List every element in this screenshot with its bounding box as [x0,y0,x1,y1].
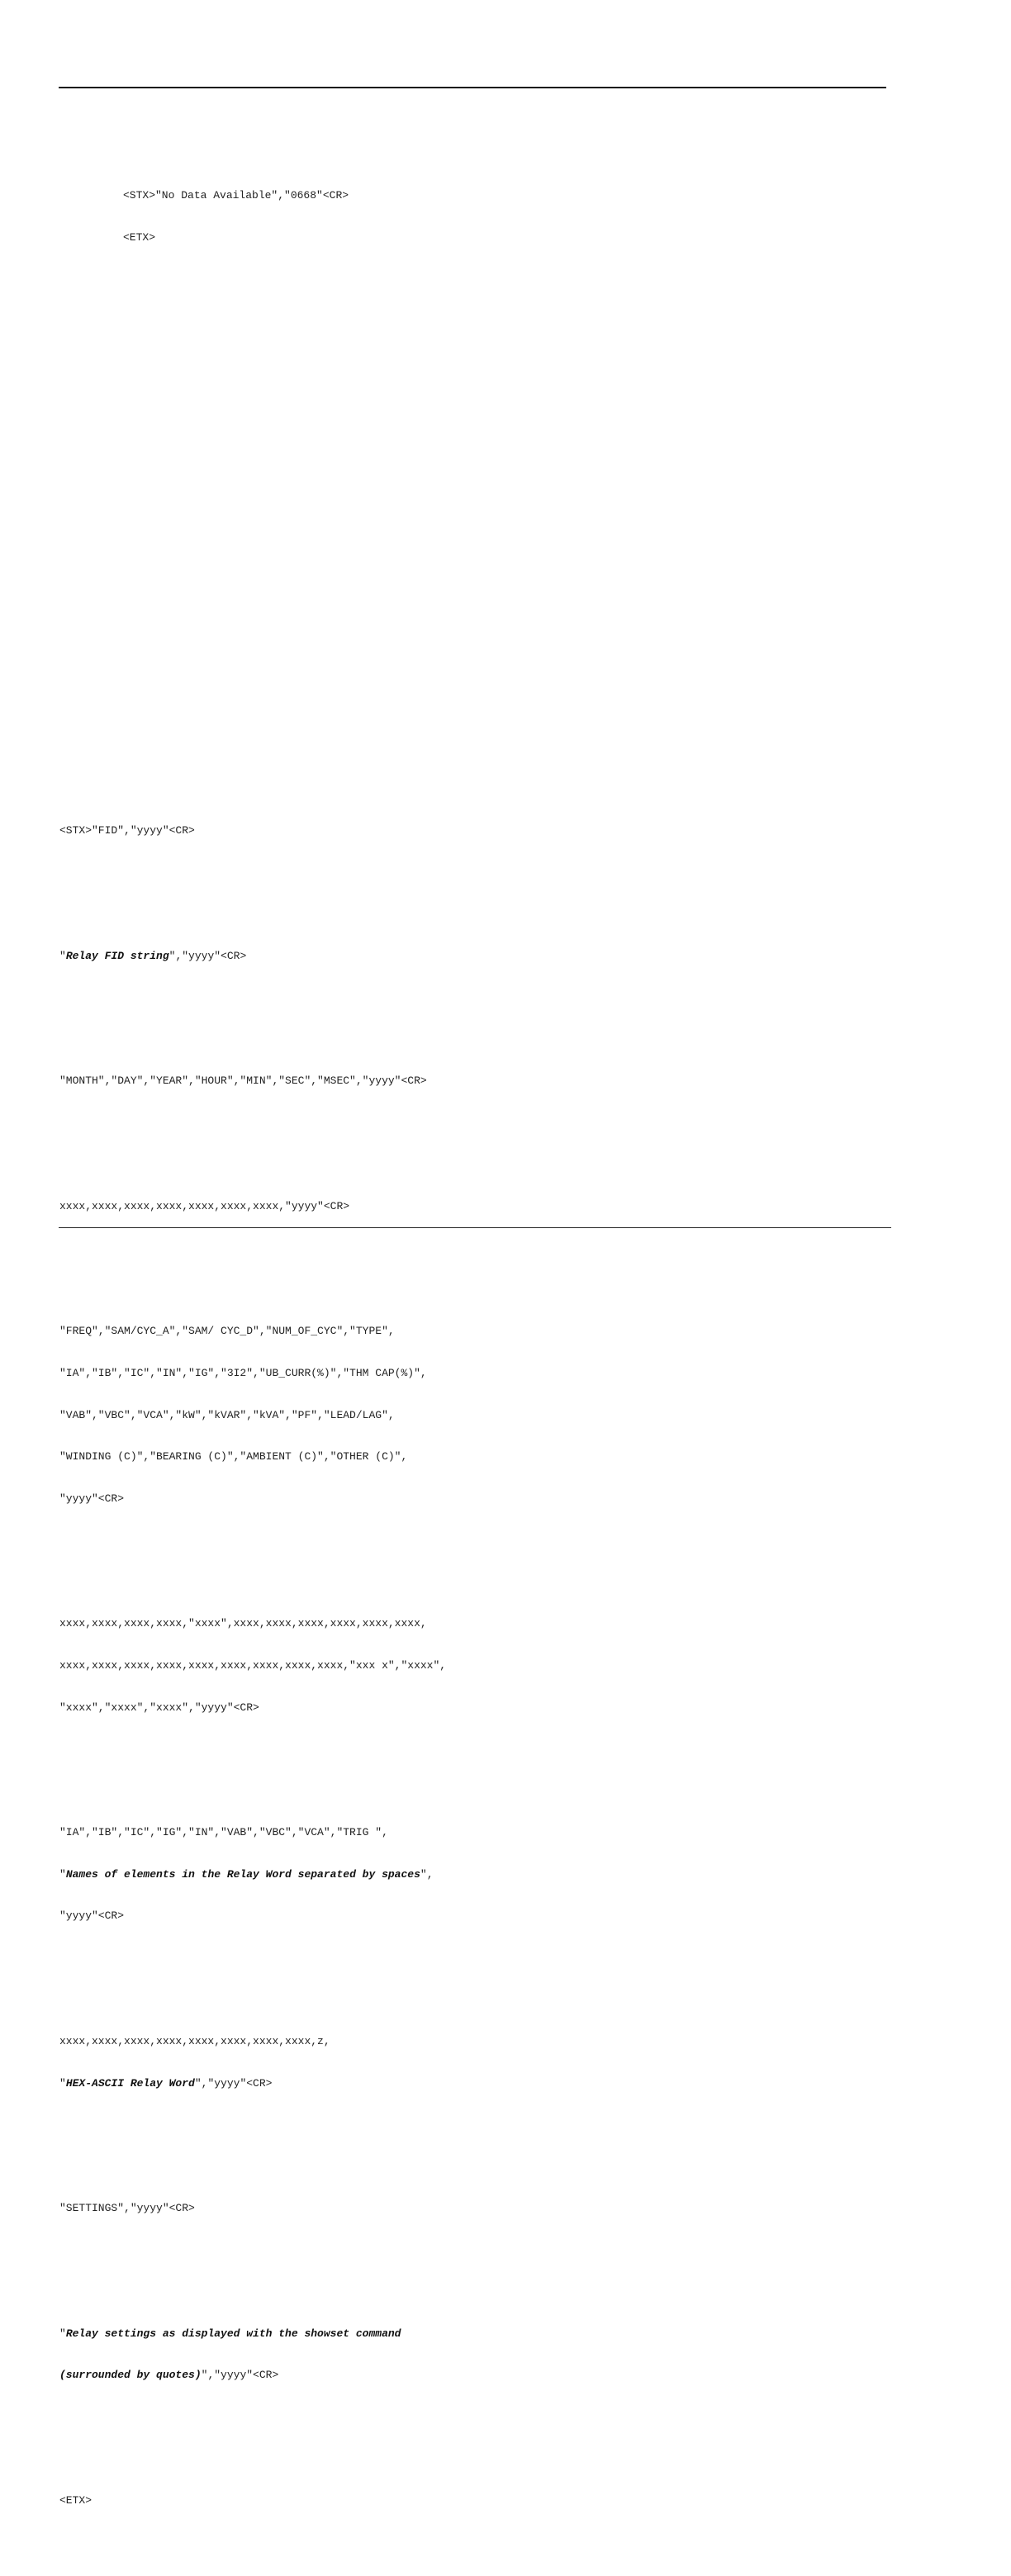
header-rule [59,87,886,88]
code-line: "VAB","VBC","VCA","kW","kVAR","kVA","PF","LEAD/LAG", [59,1408,395,1421]
code-line: "SETTINGS","yyyy"<CR> [59,2202,195,2215]
code-line: xxxx,xxxx,xxxx,xxxx,xxxx,xxxx,xxxx,xxxx,z, [59,2034,330,2047]
code-line: "FREQ","SAM/CYC_A","SAM/ CYC_D","NUM_OF_CYC","TYPE", [59,1325,395,1338]
code-line: xxxx,xxxx,xxxx,xxxx,"xxxx",xxxx,xxxx,xxxx,xxxx,xxxx,xxxx, [59,1617,427,1630]
code-text: ","yyyy"<CR> [194,2076,273,2090]
code-line: "MONTH","DAY","YEAR","HOUR","MIN","SEC","MSEC","yyyy"<CR> [59,1075,427,1088]
placeholder-text: Names of elements in the Relay Word separated by spaces [65,1867,420,1881]
format-paragraph-settings-label [59,2173,446,2243]
code-text: ","yyyy"<CR> [201,2369,279,2382]
format-paragraph-settings-values [59,2298,446,2410]
code-line [59,1867,446,1881]
placeholder-text: HEX-ASCII Relay Word [65,2076,195,2090]
format-paragraph-relay-word [59,2006,446,2118]
quote-text: " [59,2076,66,2090]
code-line: xxxx,xxxx,xxxx,xxxx,xxxx,xxxx,xxxx,xxxx,xxxx,"xxx x","xxxx", [59,1658,447,1672]
format-paragraph-stx-fid [59,795,446,866]
code-text: ", [420,1867,434,1881]
code-line: "WINDING (C)","BEARING (C)","AMBIENT (C)","OTHER (C)", [59,1450,408,1464]
code-line: "IA","IB","IC","IG","IN","VAB","VBC","VCA","TRIG ", [59,1826,388,1839]
code-line [59,2327,446,2341]
format-paragraph-analog-labels [59,1296,446,1533]
placeholder-text: Relay FID string [65,949,169,962]
code-line [59,949,446,963]
placeholder-text: (surrounded by quotes) [59,2369,202,2382]
format-paragraph-etx [59,2465,446,2536]
code-line [59,2368,446,2382]
code-line [59,2076,446,2090]
placeholder-text: Relay settings as displayed with the showset command [65,2327,401,2340]
code-line: "xxxx","xxxx","xxxx","yyyy"<CR> [59,1701,259,1714]
code-line: "yyyy"<CR> [59,1492,125,1505]
footer-rule [59,1227,891,1228]
no-data-response-block [123,160,349,259]
code-line: "yyyy"<CR> [59,1909,125,1923]
code-line: xxxx,xxxx,xxxx,xxxx,xxxx,xxxx,xxxx,"yyyy"<CR> [59,1199,350,1212]
quote-text: " [59,1867,66,1881]
code-line: <ETX> [123,231,156,244]
code-line: "IA","IB","IC","IN","IG","3I2","UB_CURR(%)","THM CAP(%)", [59,1366,427,1379]
quote-text: " [59,2327,66,2340]
code-text: ","yyyy"<CR> [168,949,247,962]
code-line: <ETX> [59,2493,93,2507]
code-line: <STX>"No Data Available","0668"<CR> [123,189,349,202]
format-paragraph-channel-labels [59,1797,446,1951]
format-paragraph-fid-string [59,921,446,991]
quote-text: " [59,949,66,962]
format-paragraph-analog-values [59,1588,446,1742]
format-paragraph-date-values [59,1171,446,1241]
format-paragraph-date-labels [59,1046,446,1116]
code-line: <STX>"FID","yyyy"<CR> [59,824,195,837]
event-report-format-block [59,753,446,2576]
